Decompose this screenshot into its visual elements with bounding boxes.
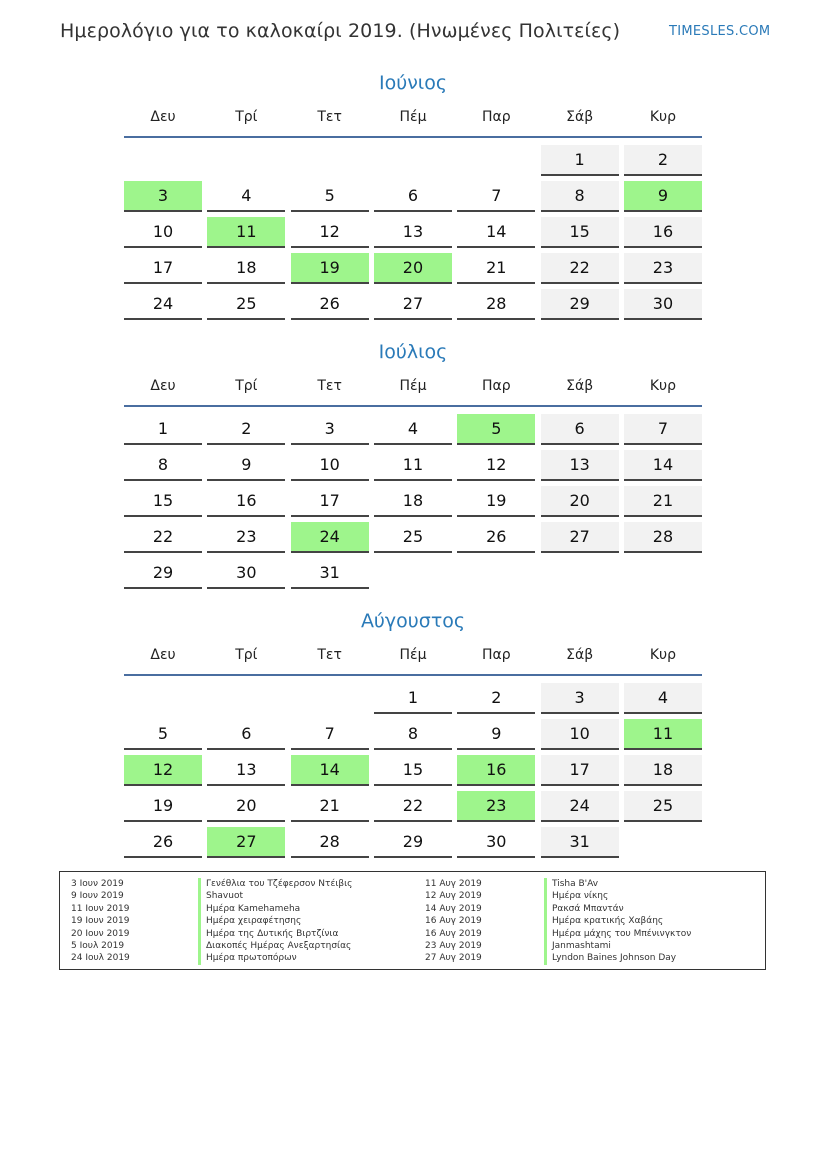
weekday-label: Τετ <box>317 109 342 125</box>
day-cell-july-8[interactable]: 8 <box>124 450 202 481</box>
day-cell-august-25[interactable]: 25 <box>624 791 702 822</box>
day-cell-july-5[interactable]: 5 <box>457 414 535 445</box>
day-cell-august-15[interactable]: 15 <box>374 755 452 786</box>
day-cell-august-30[interactable]: 30 <box>457 827 535 858</box>
legend-date: 27 Αυγ 2019 <box>425 953 482 964</box>
legend-left-dates <box>71 878 130 965</box>
day-cell-june-26[interactable]: 26 <box>291 289 369 320</box>
legend-holiday-name: Tisha B'Av <box>544 878 691 890</box>
weekday-label: Παρ <box>481 647 511 663</box>
legend-date: 9 Ιουν 2019 <box>71 891 124 902</box>
weekday-label: Παρ <box>481 378 511 394</box>
day-cell-august-14[interactable]: 14 <box>291 755 369 786</box>
day-cell-june-24[interactable]: 24 <box>124 289 202 320</box>
day-cell-july-11[interactable]: 11 <box>374 450 452 481</box>
day-cell-june-13[interactable]: 13 <box>374 217 452 248</box>
day-cell-august-7[interactable]: 7 <box>291 719 369 750</box>
day-cell-july-10[interactable]: 10 <box>291 450 369 481</box>
legend-date: 24 Ιουλ 2019 <box>71 953 130 964</box>
day-cell-august-5[interactable]: 5 <box>124 719 202 750</box>
legend-date: 19 Ιουν 2019 <box>71 916 130 927</box>
legend-date: 12 Αυγ 2019 <box>425 891 482 902</box>
day-cell-july-14[interactable]: 14 <box>624 450 702 481</box>
day-cell-july-4[interactable]: 4 <box>374 414 452 445</box>
day-cell-august-11[interactable]: 11 <box>624 719 702 750</box>
legend-holiday-name: Ημέρα πρωτοπόρων <box>198 952 352 964</box>
holiday-legend <box>59 871 766 970</box>
day-cell-june-25[interactable]: 25 <box>207 289 285 320</box>
day-cell-july-13[interactable]: 13 <box>541 450 619 481</box>
day-cell-july-7[interactable]: 7 <box>624 414 702 445</box>
day-cell-june-19[interactable]: 19 <box>291 253 369 284</box>
weekday-header <box>124 365 702 407</box>
weekday-label: Κυρ <box>649 378 677 394</box>
day-cell-july-19[interactable]: 19 <box>457 486 535 517</box>
day-cell-august-24[interactable]: 24 <box>541 791 619 822</box>
weekday-label: Σάβ <box>566 109 594 125</box>
day-cell-august-3[interactable]: 3 <box>541 683 619 714</box>
day-cell-august-29[interactable]: 29 <box>374 827 452 858</box>
day-cell-june-20[interactable]: 20 <box>374 253 452 284</box>
day-cell-june-2[interactable]: 2 <box>624 145 702 176</box>
day-cell-july-28[interactable]: 28 <box>624 522 702 553</box>
day-cell-june-6[interactable]: 6 <box>374 181 452 212</box>
day-cell-july-9[interactable]: 9 <box>207 450 285 481</box>
day-cell-july-25[interactable]: 25 <box>374 522 452 553</box>
month-name: Ιούλιος <box>378 341 448 363</box>
legend-right-names <box>544 878 691 965</box>
day-cell-august-22[interactable]: 22 <box>374 791 452 822</box>
legend-date: 23 Αυγ 2019 <box>425 940 482 951</box>
day-cell-june-22[interactable]: 22 <box>541 253 619 284</box>
day-cell-july-20[interactable]: 20 <box>541 486 619 517</box>
day-cell-august-16[interactable]: 16 <box>457 755 535 786</box>
day-cell-june-14[interactable]: 14 <box>457 217 535 248</box>
day-cell-july-24[interactable]: 24 <box>291 522 369 553</box>
day-cell-june-23[interactable]: 23 <box>624 253 702 284</box>
legend-holiday-name: Ημέρα Kamehameha <box>198 903 352 915</box>
day-cell-august-20[interactable]: 20 <box>207 791 285 822</box>
day-cell-june-8[interactable]: 8 <box>541 181 619 212</box>
day-cell-june-12[interactable]: 12 <box>291 217 369 248</box>
month-july <box>124 339 702 582</box>
day-cell-august-12[interactable]: 12 <box>124 755 202 786</box>
day-cell-june-30[interactable]: 30 <box>624 289 702 320</box>
legend-holiday-name: Lyndon Baines Johnson Day <box>544 952 691 964</box>
brand-link[interactable]: TIMESLES.COM <box>669 24 771 39</box>
weekday-label: Τρί <box>235 109 258 125</box>
day-cell-august-23[interactable]: 23 <box>457 791 535 822</box>
day-cell-july-15[interactable]: 15 <box>124 486 202 517</box>
day-cell-august-26[interactable]: 26 <box>124 827 202 858</box>
day-cell-july-22[interactable]: 22 <box>124 522 202 553</box>
weekday-header <box>124 96 702 138</box>
month-june <box>124 70 702 313</box>
day-cell-july-1[interactable]: 1 <box>124 414 202 445</box>
day-cell-june-1[interactable]: 1 <box>541 145 619 176</box>
weekday-label: Πέμ <box>399 647 427 663</box>
weekday-label: Τρί <box>235 647 258 663</box>
legend-date: 20 Ιουν 2019 <box>71 928 130 939</box>
day-cell-july-17[interactable]: 17 <box>291 486 369 517</box>
day-cell-july-16[interactable]: 16 <box>207 486 285 517</box>
day-cell-july-30[interactable]: 30 <box>207 558 285 589</box>
day-cell-june-15[interactable]: 15 <box>541 217 619 248</box>
legend-holiday-name: Ημέρα της Δυτικής Βιρτζίνια <box>198 928 352 940</box>
day-cell-june-3[interactable]: 3 <box>124 181 202 212</box>
day-cell-july-26[interactable]: 26 <box>457 522 535 553</box>
legend-holiday-name: Ημέρα χειραφέτησης <box>198 915 352 927</box>
legend-holiday-name: Ημέρα μάχης του Μπένινγκτον <box>544 928 691 940</box>
month-name: Ιούνιος <box>378 72 448 94</box>
day-cell-july-31[interactable]: 31 <box>291 558 369 589</box>
day-cell-july-18[interactable]: 18 <box>374 486 452 517</box>
weekday-header <box>124 634 702 676</box>
weekday-label: Παρ <box>481 109 511 125</box>
legend-holiday-name: Ημέρα νίκης <box>544 890 691 902</box>
legend-date: 11 Ιουν 2019 <box>71 903 130 914</box>
day-cell-july-23[interactable]: 23 <box>207 522 285 553</box>
month-august <box>124 608 702 851</box>
day-cell-august-31[interactable]: 31 <box>541 827 619 858</box>
weekday-label: Κυρ <box>649 109 677 125</box>
day-cell-june-11[interactable]: 11 <box>207 217 285 248</box>
weekday-label: Τετ <box>317 647 342 663</box>
day-cell-august-2[interactable]: 2 <box>457 683 535 714</box>
day-cell-june-9[interactable]: 9 <box>624 181 702 212</box>
legend-holiday-name: Shavuot <box>198 890 352 902</box>
weekday-label: Τετ <box>317 378 342 394</box>
day-cell-july-3[interactable]: 3 <box>291 414 369 445</box>
legend-right-dates <box>425 878 482 965</box>
day-cell-august-27[interactable]: 27 <box>207 827 285 858</box>
day-cell-june-10[interactable]: 10 <box>124 217 202 248</box>
legend-left-names <box>198 878 352 965</box>
day-cell-august-4[interactable]: 4 <box>624 683 702 714</box>
day-cell-august-21[interactable]: 21 <box>291 791 369 822</box>
day-cell-june-29[interactable]: 29 <box>541 289 619 320</box>
weekday-label: Σάβ <box>566 378 594 394</box>
legend-holiday-name: Ημέρα κρατικής Χαβάης <box>544 915 691 927</box>
day-cell-august-18[interactable]: 18 <box>624 755 702 786</box>
weekday-label: Σάβ <box>566 647 594 663</box>
page-title: Ημερολόγιο για το καλοκαίρι 2019. (Ηνωμένες Πολιτείες) <box>60 20 621 42</box>
legend-date: 11 Αυγ 2019 <box>425 879 482 889</box>
day-cell-august-10[interactable]: 10 <box>541 719 619 750</box>
day-cell-august-19[interactable]: 19 <box>124 791 202 822</box>
weekday-label: Τρί <box>235 378 258 394</box>
legend-date: 3 Ιουν 2019 <box>71 879 124 889</box>
day-cell-july-29[interactable]: 29 <box>124 558 202 589</box>
day-cell-july-12[interactable]: 12 <box>457 450 535 481</box>
legend-date: 16 Αυγ 2019 <box>425 928 482 939</box>
legend-holiday-name: Γενέθλια του Τζέφερσον Ντέιβις <box>198 878 352 890</box>
day-cell-june-27[interactable]: 27 <box>374 289 452 320</box>
weekday-label: Δευ <box>150 647 176 663</box>
day-cell-june-7[interactable]: 7 <box>457 181 535 212</box>
day-cell-june-28[interactable]: 28 <box>457 289 535 320</box>
day-cell-august-13[interactable]: 13 <box>207 755 285 786</box>
day-cell-june-5[interactable]: 5 <box>291 181 369 212</box>
day-cell-june-18[interactable]: 18 <box>207 253 285 284</box>
weekday-label: Πέμ <box>399 109 427 125</box>
legend-date: 14 Αυγ 2019 <box>425 903 482 914</box>
weekday-label: Πέμ <box>399 378 427 394</box>
day-cell-june-16[interactable]: 16 <box>624 217 702 248</box>
day-cell-july-21[interactable]: 21 <box>624 486 702 517</box>
day-cell-july-27[interactable]: 27 <box>541 522 619 553</box>
day-cell-august-1[interactable]: 1 <box>374 683 452 714</box>
day-cell-july-2[interactable]: 2 <box>207 414 285 445</box>
weekday-label: Δευ <box>150 378 176 394</box>
weekday-label: Κυρ <box>649 647 677 663</box>
day-cell-june-4[interactable]: 4 <box>207 181 285 212</box>
legend-holiday-name: Ρακσά Μπαντάν <box>544 903 691 915</box>
day-cell-august-17[interactable]: 17 <box>541 755 619 786</box>
weekday-label: Δευ <box>150 109 176 125</box>
month-name: Αύγουστος <box>360 610 466 632</box>
day-cell-june-21[interactable]: 21 <box>457 253 535 284</box>
legend-date: 5 Ιουλ 2019 <box>71 940 125 951</box>
day-cell-june-17[interactable]: 17 <box>124 253 202 284</box>
day-cell-august-6[interactable]: 6 <box>207 719 285 750</box>
legend-holiday-name: Διακοπές Ημέρας Ανεξαρτησίας <box>198 940 352 952</box>
day-cell-august-9[interactable]: 9 <box>457 719 535 750</box>
day-cell-august-8[interactable]: 8 <box>374 719 452 750</box>
day-cell-july-6[interactable]: 6 <box>541 414 619 445</box>
legend-holiday-name: Janmashtami <box>544 940 691 952</box>
legend-date: 16 Αυγ 2019 <box>425 916 482 927</box>
day-cell-august-28[interactable]: 28 <box>291 827 369 858</box>
